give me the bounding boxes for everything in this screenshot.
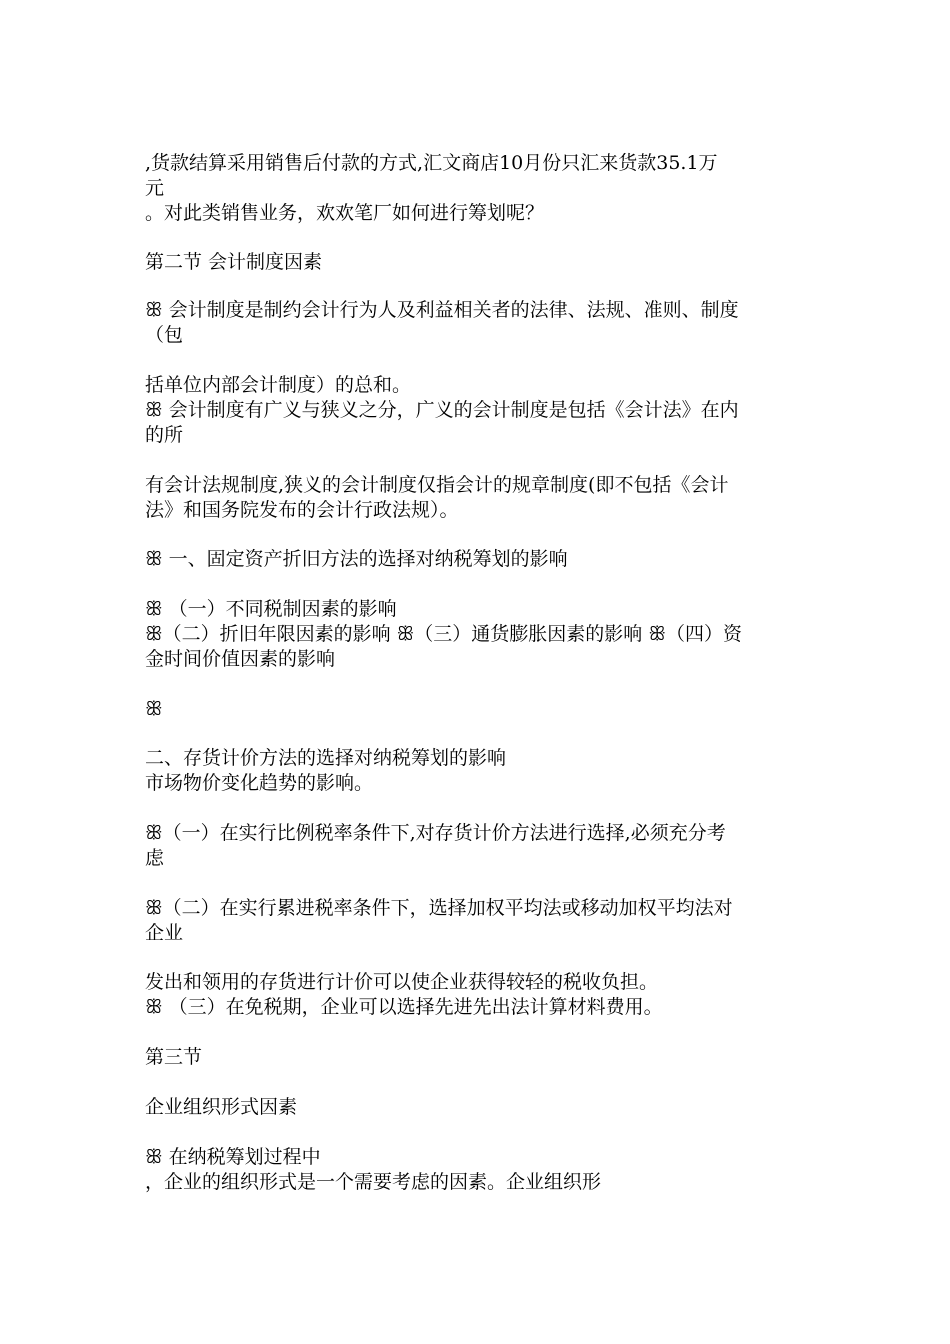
text-line: 有会计法规制度,狭义的会计制度仅指会计的规章制度(即不包括《会计 [145,474,729,496]
section-heading: 二、存货计价方法的选择对纳税筹划的影响 [145,747,507,769]
bullet-line: ꕥ 会计制度是制约会计行为人及利益相关者的法律、法规、准则、制度 [145,299,739,321]
bullet-line: ꕥ（一）在实行比例税率条件下,对存货计价方法进行选择,必须充分考 [145,822,726,844]
bullet-line: ꕥ （一）不同税制因素的影响 [145,598,397,620]
text-line: 企业 [145,922,184,944]
text-line: 元 [145,177,165,199]
bullet-line: ꕥ（二）在实行累进税率条件下，选择加权平均法或移动加权平均法对 [145,897,733,919]
text-line: 的所 [145,424,184,446]
bullet-line: ꕥ（二）折旧年限因素的影响 ꕥ（三）通货膨胀因素的影响 ꕥ（四）资 [145,623,742,645]
bullet-line: ꕥ 一、固定资产折旧方法的选择对纳税筹划的影响 [145,548,568,570]
bullet-line: ꕥ [145,698,163,720]
text-line: 虑 [145,847,165,869]
bullet-line: ꕥ （三）在免税期，企业可以选择先进先出法计算材料费用。 [145,996,663,1018]
text-line: 发出和领用的存货进行计价可以使企业获得较轻的税收负担。 [145,971,659,993]
text-line: 市场物价变化趋势的影响。 [145,772,374,794]
section-heading: 第二节 会计制度因素 [145,251,323,273]
text-line: 括单位内部会计制度）的总和。 [145,374,412,396]
text-line: 法》和国务院发布的会计行政法规）。 [145,499,459,521]
text-line: ，企业的组织形式是一个需要考虑的因素。企业组织形 [145,1171,602,1193]
section-heading: 第三节 [145,1046,203,1068]
text-line: ,货款结算采用销售后付款的方式,汇文商店10月份只汇来货款35.1万 [145,152,718,174]
text-line: （包 [145,324,184,346]
bullet-line: ꕥ 会计制度有广义与狭义之分，广义的会计制度是包括《会计法》在内 [145,399,739,421]
bullet-line: ꕥ 在纳税筹划过程中 [145,1146,321,1168]
text-line: 金时间价值因素的影响 [145,648,336,670]
section-heading: 企业组织形式因素 [145,1096,298,1118]
text-line: 。对此类销售业务，欢欢笔厂如何进行筹划呢？ [145,202,545,224]
